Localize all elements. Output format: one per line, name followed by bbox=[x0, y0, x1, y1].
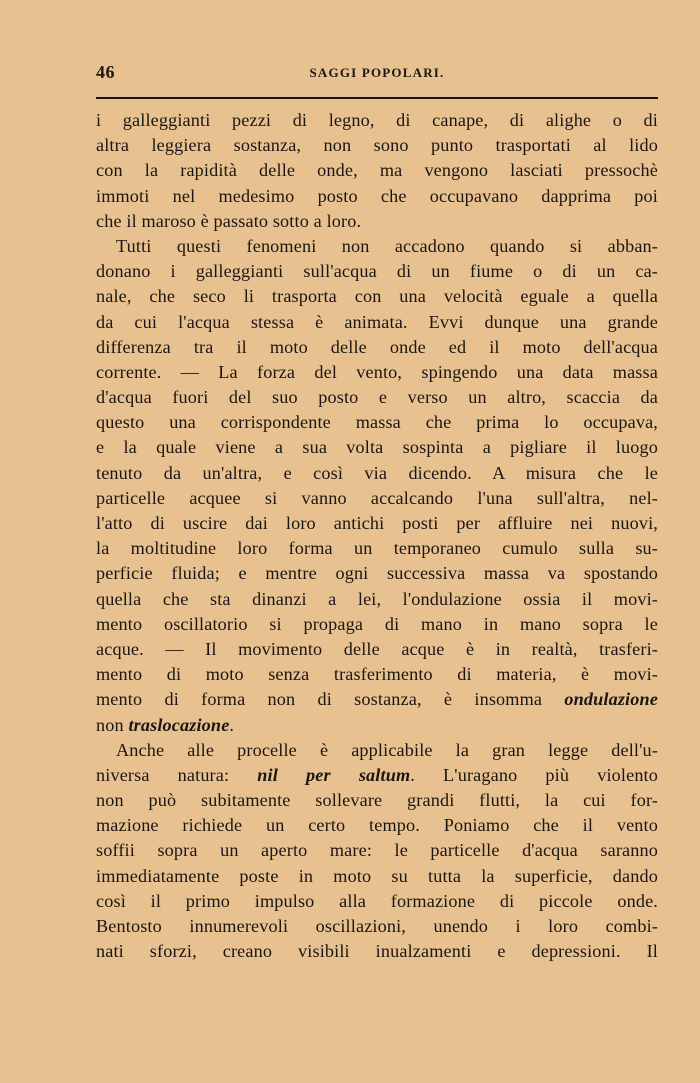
text-line: mazione richiede un certo tempo. Poniamo che il vento bbox=[96, 815, 658, 836]
text-span: . bbox=[229, 714, 235, 735]
italic-term: ondulazione bbox=[564, 689, 658, 710]
text-line: quella che sta dinanzi a lei, l'ondulazione ossia il movi- bbox=[96, 588, 658, 609]
text-span: niversa natura: bbox=[96, 764, 230, 785]
text-span: mento di forma non di sostanza, è insomma bbox=[96, 689, 543, 710]
text-line: altra leggiera sostanza, non sono punto trasportati al lido bbox=[96, 135, 658, 156]
text-line: perficie fluida; e mentre ogni successiva massa va spostando bbox=[96, 563, 658, 584]
body-text bbox=[96, 108, 658, 964]
text-line: da cui l'acqua stessa è animata. Evvi dunque una grande bbox=[96, 311, 658, 332]
text-line: e la quale viene a sua volta sospinta a pigliare il luogo bbox=[96, 437, 658, 458]
text-line: la moltitudine loro forma un temporaneo cumulo sulla su- bbox=[96, 538, 658, 559]
text-line: l'atto di uscire dai loro antichi posti per affluire nei nuovi, bbox=[96, 513, 658, 533]
text-line: Anche alle procelle è applicabile la gran legge dell'u- bbox=[116, 739, 658, 760]
text-line: nati sforzi, creano visibili inualzamenti e depressioni. Il bbox=[96, 941, 658, 962]
text-line: non può subitamente sollevare grandi flutti, la cui for- bbox=[96, 790, 658, 811]
page-number: 46 bbox=[96, 62, 115, 82]
text-line: acque. — Il movimento delle acque è in realtà, trasferi- bbox=[96, 638, 658, 659]
text-line: così il primo impulso alla formazione di piccole onde. bbox=[96, 890, 658, 911]
text-line: d'acqua fuori del suo posto e verso un altro, scaccia da bbox=[96, 387, 658, 408]
text-line: i galleggianti pezzi di legno, di canape, di alighe o di bbox=[96, 110, 658, 130]
text-span: non bbox=[96, 714, 124, 735]
header-rule bbox=[96, 97, 658, 99]
text-line: questo una corrispondente massa che prima lo occupava, bbox=[96, 412, 658, 433]
text-line: differenza tra il moto delle onde ed il moto dell'acqua bbox=[96, 336, 658, 357]
text-line: donano i galleggianti sull'acqua di un fiume o di un ca- bbox=[96, 261, 658, 282]
text-line: nale, che seco li trasporta con una velocità eguale a quella bbox=[96, 286, 658, 307]
text-line: con la rapidità delle onde, ma vengono lasciati pressochè bbox=[96, 160, 658, 181]
text-line bbox=[96, 687, 658, 712]
italic-term: nil per saltum bbox=[257, 764, 411, 785]
text-line: mento oscillatorio si propaga di mano in mano sopra le bbox=[96, 613, 658, 634]
text-line: soffii sopra un aperto mare: le particelle d'acqua saranno bbox=[96, 840, 658, 861]
page-header bbox=[96, 62, 658, 88]
text-line: immediatamente poste in moto su tutta la superficie, dando bbox=[96, 865, 658, 886]
italic-term: traslocazione bbox=[128, 714, 230, 735]
text-line: particelle acquee si vanno accalcando l'una sull'altra, nel- bbox=[96, 487, 658, 508]
text-line: tenuto da un'altra, e così via dicendo. A misura che le bbox=[96, 462, 658, 483]
text-line: corrente. — La forza del vento, spingendo una data massa bbox=[96, 361, 658, 382]
text-line bbox=[96, 763, 658, 788]
text-line: immoti nel medesimo posto che occupavano dapprima poi bbox=[96, 185, 658, 206]
text-line: Tutti questi fenomeni non accadono quando si abban- bbox=[116, 235, 658, 256]
text-span: . L'uragano più violento bbox=[410, 764, 659, 785]
text-line: mento di moto senza trasferimento di materia, è movi- bbox=[96, 664, 658, 685]
text-line: che il maroso è passato sotto a loro. bbox=[96, 210, 362, 231]
running-title: SAGGI POPOLARI. bbox=[309, 65, 445, 80]
text-line bbox=[96, 713, 658, 738]
text-line: Bentosto innumerevoli oscillazioni, unendo i loro combi- bbox=[96, 916, 658, 936]
